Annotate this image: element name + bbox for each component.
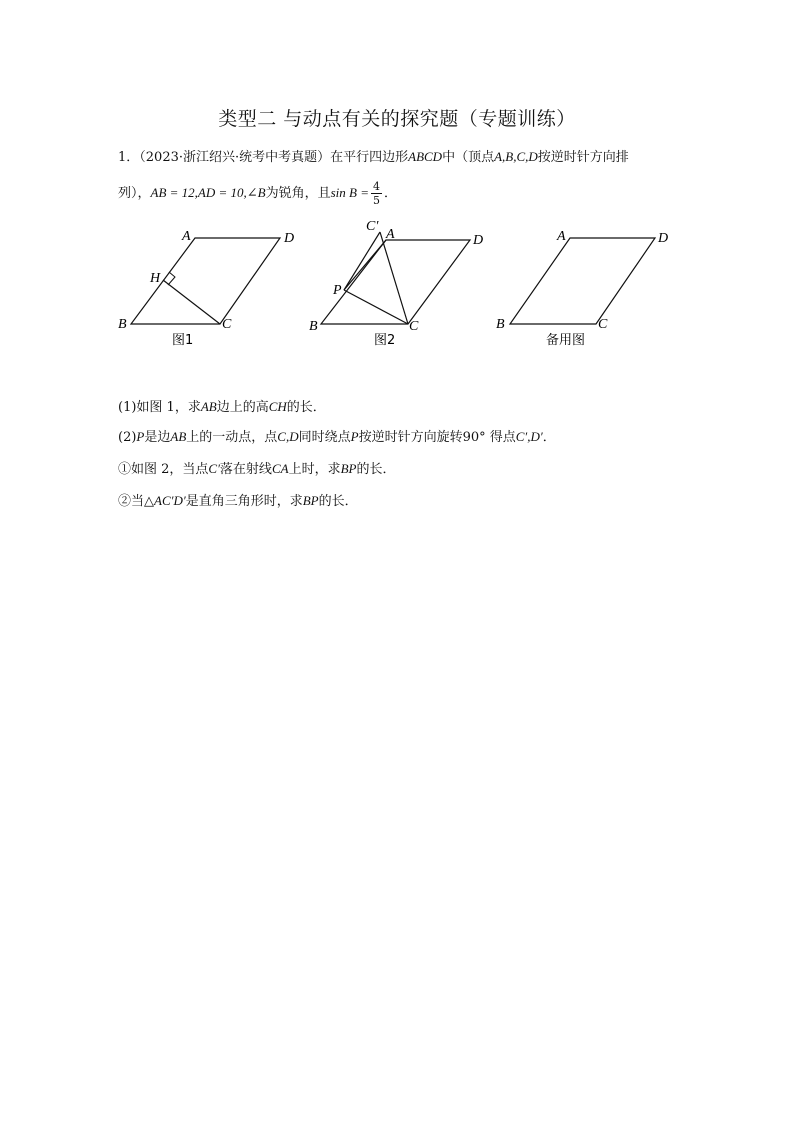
figure-1-caption: 图1 bbox=[172, 333, 194, 348]
question-text: 边上的高 bbox=[216, 400, 269, 415]
right-angle-mark bbox=[168, 272, 175, 285]
segment-pc bbox=[344, 290, 408, 324]
question-text: 的长． bbox=[318, 494, 358, 509]
question-text: 同时绕点 bbox=[298, 430, 351, 445]
question-2-part-1 bbox=[118, 458, 395, 477]
label-D: D bbox=[284, 231, 295, 246]
figure-3-caption: 备用图 bbox=[546, 333, 586, 348]
question-text: ①如图 2，当点 bbox=[118, 462, 209, 477]
page-title: 类型二 与动点有关的探究题（专题训练） bbox=[218, 108, 576, 130]
question-text: 的长． bbox=[286, 400, 326, 415]
label-B: B bbox=[309, 319, 318, 334]
problem-text: 按逆时针方向排 bbox=[537, 150, 629, 165]
vertex-list: A,B,C,D bbox=[494, 149, 538, 164]
question-2 bbox=[118, 426, 556, 445]
label-A: A bbox=[182, 229, 191, 244]
problem-text: 为锐角，且 bbox=[265, 186, 331, 201]
segment-pc-prime bbox=[344, 232, 380, 290]
altitude-ch bbox=[163, 280, 220, 324]
question-text: 是边 bbox=[144, 430, 171, 445]
fraction-numerator: 4 bbox=[373, 180, 381, 193]
question-text: 的长． bbox=[356, 462, 396, 477]
label-C: C bbox=[598, 317, 608, 332]
math-term: P bbox=[350, 429, 359, 444]
fraction-denominator: 5 bbox=[373, 194, 381, 207]
math-term: C′,D′ bbox=[515, 429, 543, 444]
label-C: C bbox=[409, 319, 419, 334]
math-term: C,D bbox=[277, 429, 299, 444]
segment-pa bbox=[344, 240, 386, 290]
problem-line-2 bbox=[118, 180, 397, 207]
question-text: (2) bbox=[118, 430, 137, 445]
figure-2 bbox=[300, 212, 500, 352]
label-C: C bbox=[222, 317, 232, 332]
question-text: 是直角三角形时，求 bbox=[185, 494, 303, 509]
math-term: C′ bbox=[208, 461, 220, 476]
label-B: B bbox=[496, 317, 505, 332]
sin-b-label: sin B = bbox=[330, 185, 370, 200]
math-term: BP bbox=[340, 461, 357, 476]
question-2-part-2 bbox=[118, 490, 358, 509]
label-A: A bbox=[557, 229, 566, 244]
math-term: P bbox=[136, 429, 145, 444]
figure-3 bbox=[490, 220, 710, 350]
question-text: 上时，求 bbox=[288, 462, 341, 477]
math-term: AB bbox=[170, 429, 187, 444]
math-term: △AC′D′ bbox=[144, 493, 186, 508]
sin-b-fraction bbox=[371, 180, 382, 207]
math-term: AB bbox=[200, 399, 217, 414]
label-H: H bbox=[150, 271, 161, 286]
ray-ca bbox=[380, 232, 408, 324]
label-A: A bbox=[386, 227, 395, 242]
question-text: ． bbox=[542, 430, 556, 445]
label-B: B bbox=[118, 317, 127, 332]
question-text: 落在射线 bbox=[219, 462, 272, 477]
label-C-prime: C′ bbox=[366, 219, 379, 234]
question-text: 上的一动点，点 bbox=[186, 430, 278, 445]
problem-text: 列）， bbox=[118, 186, 151, 201]
math-term: CA bbox=[271, 461, 289, 476]
problem-intro: 1．（2023·浙江绍兴·统考中考真题）在平行四边形 bbox=[118, 150, 409, 165]
parallelogram-name: ABCD bbox=[408, 149, 443, 164]
question-1 bbox=[118, 396, 326, 415]
label-D: D bbox=[658, 231, 669, 246]
label-D: D bbox=[473, 233, 484, 248]
given-lengths: AB = 12,AD = 10,∠B bbox=[150, 185, 266, 200]
label-P: P bbox=[333, 283, 342, 298]
math-term: CH bbox=[268, 399, 287, 414]
figure-1 bbox=[110, 220, 310, 350]
figure-2-caption: 图2 bbox=[374, 333, 396, 348]
problem-text: ． bbox=[384, 186, 398, 201]
parallelogram-abcd bbox=[510, 238, 655, 324]
problem-line-1 bbox=[118, 146, 629, 165]
question-text: (1)如图 1，求 bbox=[118, 400, 201, 415]
question-text: 按逆时针方向旋转90° 得点 bbox=[358, 430, 516, 445]
math-term: BP bbox=[302, 493, 319, 508]
problem-text: 中（顶点 bbox=[442, 150, 495, 165]
question-text: ②当 bbox=[118, 494, 145, 509]
